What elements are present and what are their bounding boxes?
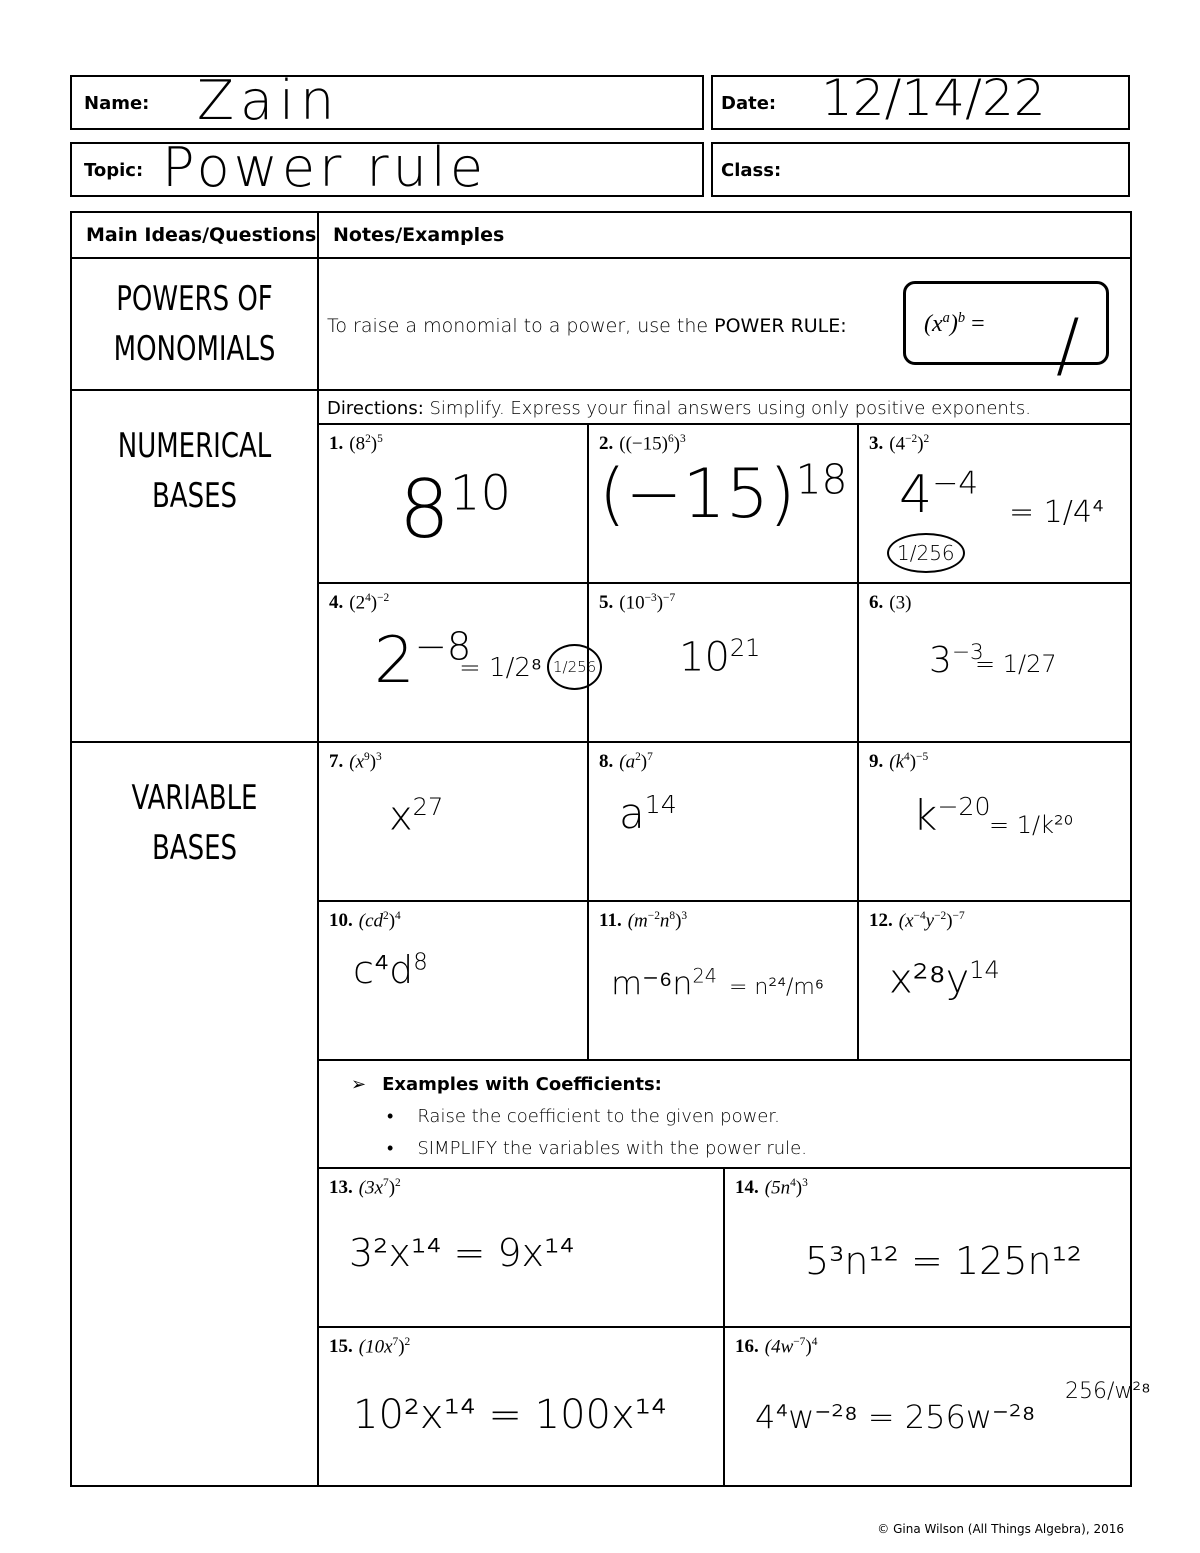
problem-16-expr: 16. $(4w^{-7})^4$ <box>735 1336 818 1358</box>
problem-4-expr: 4. $(2^4)^{-2}$ <box>329 592 390 614</box>
power-rule-formula-box <box>903 281 1109 386</box>
problem-3 <box>859 425 1128 582</box>
answer-6-eq[interactable]: = 1/27 <box>975 650 1057 678</box>
problem-8 <box>589 743 859 900</box>
answer-11[interactable]: $m^{-6}n^{24}$ <box>611 964 717 1002</box>
answer-7[interactable]: $x^{27}$ <box>389 793 444 840</box>
directions-label: Directions: <box>327 398 424 419</box>
problem-15 <box>319 1328 725 1485</box>
name-box <box>70 69 704 132</box>
arrow-icon: ➢ <box>351 1074 367 1095</box>
problem-4 <box>319 584 597 741</box>
answer-10[interactable]: $c^4d^8$ <box>353 948 428 992</box>
power-rule-sentence: To raise a monomial to a power, use the <box>327 315 715 337</box>
problem-14-expr: 14. $(5n^4)^3$ <box>735 1177 808 1199</box>
class-label: Class: <box>721 160 782 181</box>
answer-16-note[interactable]: 256/w²⁸ <box>1065 1379 1151 1404</box>
answer-3-note[interactable]: 1/256 <box>887 533 965 573</box>
answer-1[interactable]: $8^{10}$ <box>399 463 511 556</box>
problem-2 <box>589 425 859 582</box>
problem-12 <box>859 902 1128 1059</box>
problem-2-expr: 2. $((-15)^6)^3$ <box>599 433 686 455</box>
problem-6-expr: 6. (3) <box>869 592 912 614</box>
answer-3[interactable]: $4^{-4}$ <box>899 465 979 525</box>
problem-10-expr: 10. $(cd^2)^4$ <box>329 910 401 932</box>
numerical-problems <box>318 390 1131 742</box>
powers-title-line2: MONOMIALS <box>113 329 276 369</box>
answer-4-eq[interactable]: = 1/2⁸ <box>459 653 542 683</box>
topic-box <box>70 136 704 199</box>
problem-13 <box>319 1169 725 1326</box>
problem-16 <box>725 1328 1151 1485</box>
answer-4-note[interactable]: 1/256 <box>547 644 602 690</box>
numerical-row-2 <box>319 584 1130 741</box>
coef-bullet-2: • SIMPLIFY the variables with the power rule. <box>387 1138 807 1159</box>
topic-label: Topic: <box>84 160 144 181</box>
problem-1-expr: 1. $(8^2)^5$ <box>329 433 383 455</box>
answer-15[interactable]: 10²x¹⁴ = 100x¹⁴ <box>353 1392 667 1438</box>
answer-8[interactable]: $a^{14}$ <box>619 789 677 838</box>
power-rule-text <box>327 315 847 337</box>
coef-row-2 <box>319 1328 1151 1485</box>
problem-7 <box>319 743 589 900</box>
variable-row-1 <box>319 743 1130 902</box>
answer-5[interactable]: $10^{21}$ <box>679 634 761 681</box>
problem-9-expr: 9. $(k^4)^{-5}$ <box>869 751 929 773</box>
answer-9[interactable]: $k^{-20}$ <box>913 791 991 840</box>
col-main-ideas-header: Main Ideas/Questions <box>71 212 318 258</box>
problem-10 <box>319 902 589 1059</box>
variable-section-title <box>71 742 318 1486</box>
notes-table <box>70 211 1151 1487</box>
answer-2[interactable]: $(-15)^{18}$ <box>599 455 848 534</box>
problem-3-expr: 3. $(4^{-2})^2$ <box>869 433 930 455</box>
bullet-icon: • <box>387 1138 394 1159</box>
date-label: Date: <box>721 93 777 114</box>
bullet-icon: • <box>387 1106 394 1127</box>
date-box <box>711 69 1130 130</box>
name-field[interactable]: Zain <box>197 69 341 132</box>
variable-title-line1: VARIABLE <box>131 778 258 818</box>
problem-9 <box>859 743 1128 900</box>
copyright-footer: © Gina Wilson (All Things Algebra), 2016 <box>877 1522 1124 1536</box>
problem-5-expr: 5. $(10^{-3})^{-7}$ <box>599 592 676 614</box>
powers-title-line1: POWERS OF <box>116 279 273 319</box>
answer-16[interactable]: 4⁴w⁻²⁸ = 256w⁻²⁸ <box>755 1398 1036 1436</box>
problem-11-expr: 11. $(m^{-2}n^8)^3$ <box>599 910 688 932</box>
power-rule-formula: $(x^a)^b$ = <box>924 310 985 337</box>
variable-row-2 <box>319 902 1130 1061</box>
problem-12-expr: 12. $(x^{-4}y^{-2})^{-7}$ <box>869 910 965 932</box>
answer-9-eq[interactable]: = 1/k²⁰ <box>989 811 1074 839</box>
problem-11 <box>589 902 859 1059</box>
answer-13[interactable]: 3²x¹⁴ = 9x¹⁴ <box>349 1231 575 1275</box>
answer-4[interactable]: $2^{-8}$ <box>374 624 472 698</box>
numerical-section-title <box>71 390 318 742</box>
problem-1 <box>319 425 589 582</box>
name-label: Name: <box>84 93 150 114</box>
answer-3-eq[interactable]: = 1/4⁴ <box>1009 495 1104 530</box>
date-field[interactable]: 12/14/22 <box>821 69 1046 127</box>
col-notes-header: Notes/Examples <box>318 212 1131 258</box>
variable-problems <box>318 742 1151 1486</box>
power-rule-answer[interactable]: / <box>1056 304 1080 386</box>
coef-bullet-1: • Raise the coefficient to the given power. <box>387 1106 780 1127</box>
class-box <box>711 142 1130 197</box>
coefficients-note <box>319 1061 1130 1169</box>
answer-11-eq[interactable]: = n²⁴/m⁶ <box>729 975 824 1000</box>
answer-14[interactable]: 5³n¹² = 125n¹² <box>805 1239 1083 1283</box>
problem-13-expr: 13. $(3x^7)^2$ <box>329 1177 401 1199</box>
directions-text: Simplify. Express your final answers using only positive exponents. <box>423 398 1031 419</box>
problem-7-expr: 7. $(x^9)^3$ <box>329 751 382 773</box>
power-rule-bold: POWER RULE: <box>714 315 847 337</box>
variable-title-line2: BASES <box>151 828 238 868</box>
answer-6[interactable]: $3^{-3}$ <box>929 640 984 681</box>
directions <box>319 391 1130 425</box>
problem-5 <box>589 584 859 741</box>
topic-field[interactable]: Power rule <box>162 136 488 199</box>
powers-section-title <box>71 258 318 390</box>
problem-14 <box>725 1169 1128 1326</box>
numerical-row-1 <box>319 425 1130 584</box>
numerical-title-line2: BASES <box>151 476 238 516</box>
answer-12[interactable]: $x^{28}y^{14}$ <box>889 956 1000 1003</box>
problem-8-expr: 8. $(a^2)^7$ <box>599 751 653 773</box>
power-rule-cell <box>318 258 1131 390</box>
problem-15-expr: 15. $(10x^7)^2$ <box>329 1336 411 1358</box>
problem-6 <box>859 584 1128 741</box>
numerical-title-line1: NUMERICAL <box>117 426 272 466</box>
coef-heading: ➢ Examples with Coefficients: <box>351 1074 662 1095</box>
coef-row-1 <box>319 1169 1130 1328</box>
